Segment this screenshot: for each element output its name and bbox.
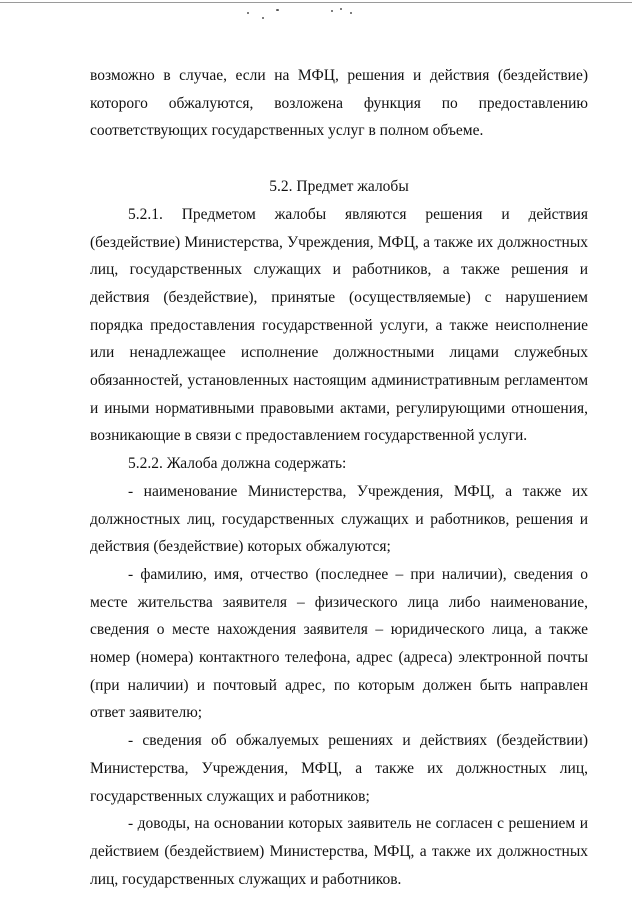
scan-speck [262, 17, 264, 19]
paragraph-5-2-1: 5.2.1. Предметом жалобы являются решения и действия (бездействие) Министерства, Учреждения, МФЦ, а также их должностных лиц, государственных служащих и работников, а также решения и действия (бездействие), принятые (осуществляемые) с нарушением порядка предоставления государственной услуги, а также неисполнение или ненадлежащее исполнение должностными лицами служебных обязанностей, установленных настоящим административным регламентом и иными нормативными правовыми актами, регулирующими отношения, возникающие в связи с предоставлением государственной услуги. [90, 205, 588, 445]
list-item: - сведения об обжалуемых решениях и действиях (бездействии) Министерства, Учреждения, МФЦ, а также их должностных лиц, государственных служащих и работников; [90, 732, 588, 805]
intro-paragraph: возможно в случае, если на МФЦ, решения и действия (бездействие) которого обжалуются, возложена функция по предоставлению соответствующих государственных услуг в полном объеме. [90, 67, 588, 140]
list-item: - фамилию, имя, отчество (последнее – при наличии), сведения о месте жительства заявителя – физического лица либо наименование, сведения о месте нахождения заявителя – юридического лица, а также номер (номера) контактного телефона, адрес (адреса) электронной почты (при наличии) и почтовый адрес, по которым должен быть направлен ответ заявителю; [90, 565, 588, 722]
list-item: - доводы, на основании которых заявитель не согласен с решением и действием (бездействием) Министерства, МФЦ, а также их должностных лиц, государственных служащих и работников. [90, 815, 588, 888]
list-item: - наименование Министерства, Учреждения, МФЦ, а также их должностных лиц, государственных служащих и работников, решения и действия (бездействие) которых обжалуются; [90, 482, 588, 556]
document-body [90, 62, 588, 893]
scan-speck [340, 8, 342, 10]
paragraph-5-2-2: 5.2.2. Жалоба должна содержать: [128, 455, 347, 473]
scan-speck [247, 12, 249, 14]
section-heading: 5.2. Предмет жалобы [269, 178, 409, 196]
page-top-edge [0, 2, 632, 3]
scan-speck [276, 9, 279, 11]
scan-speck [350, 12, 352, 14]
scan-speck [331, 10, 333, 12]
